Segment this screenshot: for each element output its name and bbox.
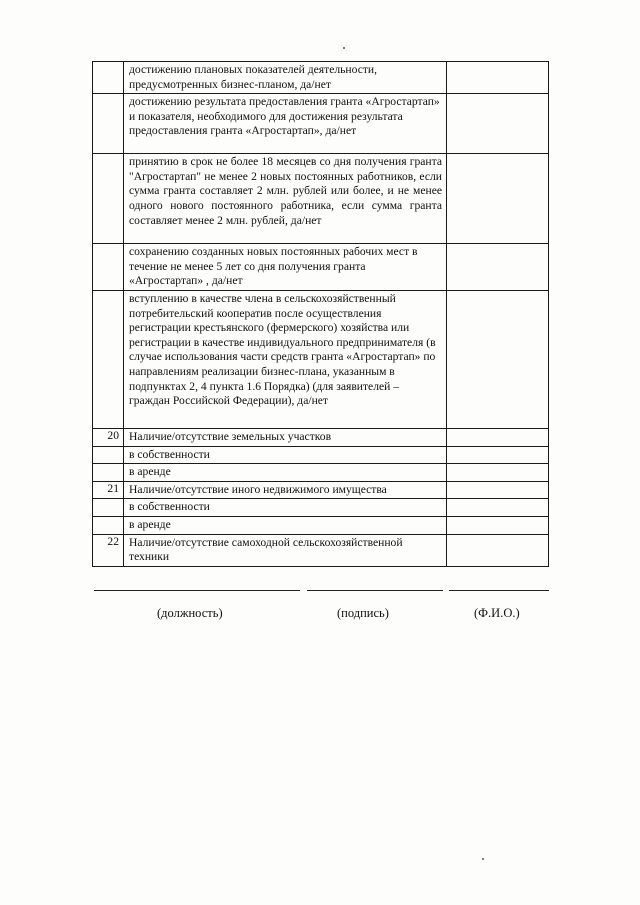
row-answer-cell[interactable] bbox=[447, 290, 549, 428]
row-answer-cell[interactable] bbox=[447, 534, 549, 566]
row-description: Наличие/отсутствие земельных участков bbox=[124, 428, 447, 446]
row-description: в аренде bbox=[124, 464, 447, 482]
row-description: принятию в срок не более 18 месяцев со дня получения гранта "Агростартап" не менее 2 новых постоянных работников, если сумма гранта составляет 2 млн. рублей или более, и не менее одного нового постоянного работника, если сумма гранта составляет менее 2 млн. рублей, да/нет bbox=[124, 154, 447, 244]
table-row bbox=[93, 499, 549, 517]
row-description: достижению результата предоставления гранта «Агростартап» и показателя, необходимого для достижения результата предоставления гранта «Агростартап», да/нет bbox=[124, 94, 447, 154]
table-row bbox=[93, 481, 549, 499]
position-signature-line[interactable] bbox=[94, 590, 300, 591]
row-number: 22 bbox=[93, 534, 124, 566]
table-row bbox=[93, 516, 549, 534]
row-answer-cell[interactable] bbox=[447, 464, 549, 482]
table-row bbox=[93, 534, 549, 566]
row-number bbox=[93, 499, 124, 517]
row-number: 20 bbox=[93, 428, 124, 446]
row-description: в аренде bbox=[124, 516, 447, 534]
row-description: Наличие/отсутствие иного недвижимого имущества bbox=[124, 481, 447, 499]
application-form-table bbox=[92, 61, 549, 567]
table-row bbox=[93, 62, 549, 94]
scan-speck bbox=[343, 47, 345, 49]
table-row bbox=[93, 446, 549, 464]
row-number bbox=[93, 94, 124, 154]
row-number bbox=[93, 290, 124, 428]
row-answer-cell[interactable] bbox=[447, 499, 549, 517]
row-description: сохранению созданных новых постоянных рабочих мест в течение не менее 5 лет со дня получения гранта «Агростартап» , да/нет bbox=[124, 244, 447, 291]
name-signature-line[interactable] bbox=[449, 590, 549, 591]
signature-line[interactable] bbox=[307, 590, 443, 591]
scan-speck bbox=[482, 858, 484, 860]
row-answer-cell[interactable] bbox=[447, 244, 549, 291]
row-number bbox=[93, 62, 124, 94]
row-description: Наличие/отсутствие самоходной сельскохозяйственной техники bbox=[124, 534, 447, 566]
row-description: достижению плановых показателей деятельности, предусмотренных бизнес-планом, да/нет bbox=[124, 62, 447, 94]
row-number bbox=[93, 154, 124, 244]
row-answer-cell[interactable] bbox=[447, 446, 549, 464]
position-label: (должность) bbox=[157, 606, 223, 620]
row-number bbox=[93, 516, 124, 534]
row-answer-cell[interactable] bbox=[447, 154, 549, 244]
row-description: в собственности bbox=[124, 499, 447, 517]
signature-label: (подпись) bbox=[337, 606, 389, 620]
row-number bbox=[93, 446, 124, 464]
row-description: в собственности bbox=[124, 446, 447, 464]
row-answer-cell[interactable] bbox=[447, 481, 549, 499]
row-description: вступлению в качестве члена в сельскохозяйственный потребительский кооператив после осуществления регистрации крестьянского (фермерского) хозяйства или регистрации в качестве индивидуального предпринимателя (в случае использования части средств гранта «Агростартап» по направлениям реализации бизнес-плана, указанным в подпунктах 2, 4 пункта 1.6 Порядка) (для заявителей – граждан Российской Федерации), да/нет bbox=[124, 290, 447, 428]
name-label: (Ф.И.О.) bbox=[474, 606, 520, 620]
table-row bbox=[93, 154, 549, 244]
row-number bbox=[93, 244, 124, 291]
row-answer-cell[interactable] bbox=[447, 428, 549, 446]
table-row bbox=[93, 464, 549, 482]
table-row bbox=[93, 244, 549, 291]
row-number bbox=[93, 464, 124, 482]
table-row bbox=[93, 290, 549, 428]
table-row bbox=[93, 428, 549, 446]
row-answer-cell[interactable] bbox=[447, 62, 549, 94]
row-answer-cell[interactable] bbox=[447, 94, 549, 154]
table-row bbox=[93, 94, 549, 154]
row-number: 21 bbox=[93, 481, 124, 499]
row-answer-cell[interactable] bbox=[447, 516, 549, 534]
